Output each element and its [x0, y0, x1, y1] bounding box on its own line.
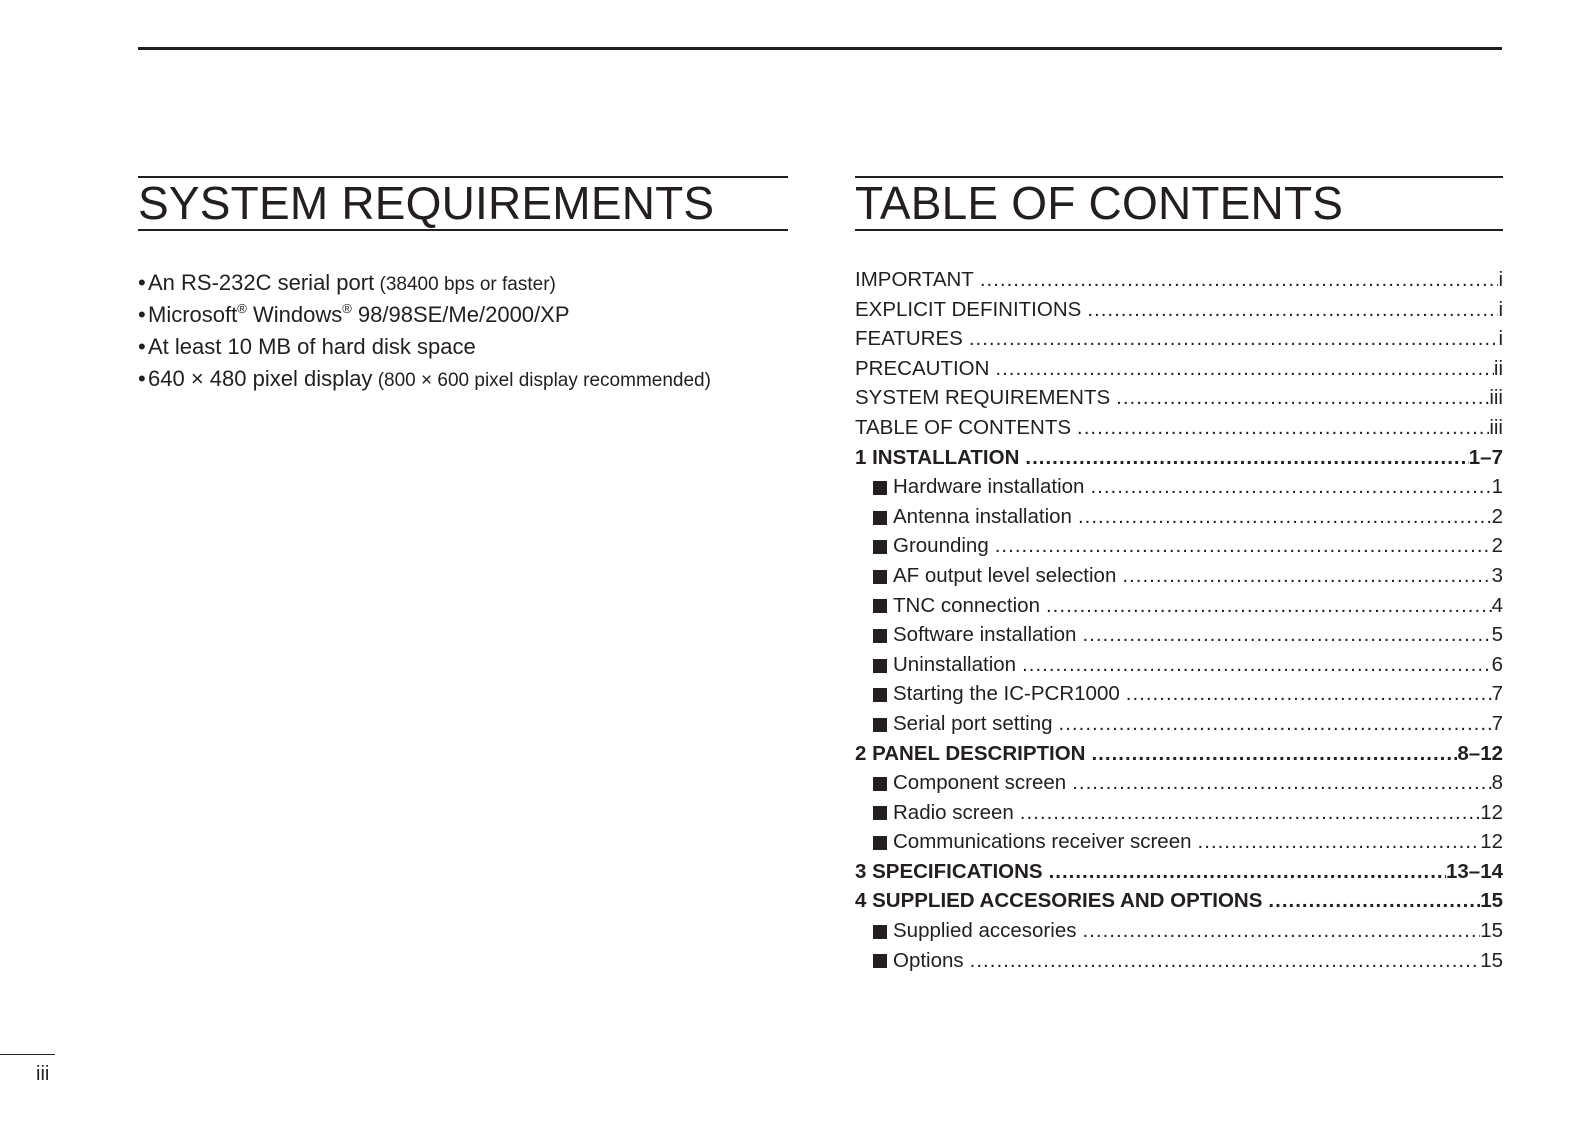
toc-dot-leader — [1025, 443, 1468, 473]
system-requirements-title: SYSTEM REQUIREMENTS — [138, 176, 788, 231]
requirement-text: At least 10 MB of hard disk space — [148, 334, 476, 359]
toc-dot-leader — [1082, 620, 1491, 650]
toc-entry-page: 3 — [1491, 563, 1503, 587]
toc-entry-page: 6 — [1491, 652, 1503, 676]
toc-entry[interactable] — [855, 502, 1503, 532]
toc-entry-label: Radio screen — [893, 800, 1014, 824]
toc-entry-label: FEATURES — [855, 327, 963, 351]
toc-entry-page: 2 — [1491, 504, 1503, 528]
requirement-text: Windows — [246, 302, 343, 327]
square-bullet-icon — [873, 777, 887, 791]
toc-entry-label: Antenna installation — [893, 504, 1072, 528]
toc-entry[interactable] — [855, 383, 1503, 413]
toc-dot-leader — [1116, 383, 1489, 413]
bullet-icon: • — [138, 366, 146, 391]
square-bullet-icon — [873, 540, 887, 554]
toc-dot-leader — [1122, 561, 1491, 591]
toc-entry-label: PRECAUTION — [855, 356, 990, 380]
toc-entry-page: 13–14 — [1445, 859, 1503, 883]
list-item — [138, 331, 788, 363]
toc-entry-page: 15 — [1480, 919, 1503, 943]
toc-dot-leader — [1049, 857, 1446, 887]
toc-entry-page: 15 — [1480, 889, 1503, 913]
toc-entry[interactable] — [855, 946, 1503, 976]
toc-entry-page: 8 — [1491, 771, 1503, 795]
registered-mark: ® — [237, 301, 247, 316]
toc-entry-label: Starting the IC-PCR1000 — [893, 682, 1120, 706]
system-requirements-section — [138, 176, 788, 395]
toc-entry-label: IMPORTANT — [855, 268, 974, 291]
toc-entry-page: 12 — [1480, 830, 1503, 854]
toc-entry[interactable] — [855, 472, 1503, 502]
square-bullet-icon — [873, 688, 887, 702]
toc-dot-leader — [1078, 502, 1492, 532]
toc-entry-label: Supplied accesories — [893, 919, 1077, 943]
footer-rule — [0, 1054, 55, 1055]
toc-dot-leader — [1082, 916, 1480, 946]
toc-entry[interactable] — [855, 413, 1503, 443]
toc-entry-label: 2 PANEL DESCRIPTION — [855, 741, 1086, 765]
toc-dot-leader — [1072, 768, 1491, 798]
square-bullet-icon — [873, 481, 887, 495]
bullet-icon: • — [138, 334, 146, 359]
toc-entry-label: EXPLICIT DEFINITIONS — [855, 297, 1082, 321]
toc-entry-label: 4 SUPPLIED ACCESORIES AND OPTIONS — [855, 889, 1263, 913]
table-of-contents-title: TABLE OF CONTENTS — [855, 176, 1503, 231]
bullet-icon: • — [138, 270, 146, 295]
header-rule — [138, 47, 1502, 50]
toc-dot-leader — [995, 531, 1492, 561]
square-bullet-icon — [873, 718, 887, 732]
toc-dot-leader — [995, 354, 1493, 384]
toc-entry[interactable] — [855, 324, 1503, 354]
requirement-text: 640 × 480 pixel display — [148, 366, 373, 391]
toc-entry[interactable] — [855, 798, 1503, 828]
toc-entry-label: Serial port setting — [893, 711, 1053, 735]
toc-entry-page: 4 — [1491, 593, 1503, 617]
toc-entry[interactable] — [855, 827, 1503, 857]
square-bullet-icon — [873, 925, 887, 939]
toc-entry[interactable] — [855, 886, 1503, 916]
toc-entry[interactable] — [855, 650, 1503, 680]
requirement-text: 98/98SE/Me/2000/XP — [351, 302, 570, 327]
toc-dot-leader — [969, 324, 1499, 354]
toc-entry[interactable] — [855, 768, 1503, 798]
page-number: iii — [36, 1063, 50, 1085]
toc-dot-leader — [1087, 295, 1498, 325]
toc-entry-page: 1 — [1491, 475, 1503, 499]
toc-entry[interactable] — [855, 443, 1503, 473]
toc-entry-page: ii — [1493, 356, 1503, 380]
toc-entry[interactable] — [855, 591, 1503, 621]
toc-entry[interactable] — [855, 679, 1503, 709]
requirement-text: An RS-232C serial port — [148, 270, 375, 295]
toc-entry-page: 15 — [1480, 948, 1503, 972]
registered-mark: ® — [342, 301, 352, 316]
toc-dot-leader — [1090, 472, 1491, 502]
toc-entry-label: Software installation — [893, 623, 1077, 647]
square-bullet-icon — [873, 836, 887, 850]
toc-dot-leader — [1198, 827, 1481, 857]
toc-entry-label: TNC connection — [893, 593, 1040, 617]
toc-dot-leader — [980, 265, 1499, 295]
toc-dot-leader — [1091, 739, 1457, 769]
toc-dot-leader — [1126, 679, 1492, 709]
toc-dot-leader — [1059, 709, 1492, 739]
toc-dot-leader — [1022, 650, 1492, 680]
toc-entry-label: 3 SPECIFICATIONS — [855, 859, 1043, 883]
requirement-text: Microsoft — [148, 302, 238, 327]
toc-entry-page: 12 — [1480, 800, 1503, 824]
toc-entry-label: Component screen — [893, 771, 1067, 795]
toc-entry-page: i — [1498, 327, 1503, 351]
toc-entry[interactable] — [855, 531, 1503, 561]
square-bullet-icon — [873, 511, 887, 525]
toc-entry-page: 2 — [1491, 534, 1503, 558]
toc-entry-label: SYSTEM REQUIREMENTS — [855, 386, 1111, 410]
toc-dot-leader — [1268, 886, 1480, 916]
toc-entry[interactable] — [855, 709, 1503, 739]
toc-entry-page: 7 — [1491, 711, 1503, 735]
toc-entry-label: AF output level selection — [893, 563, 1117, 587]
square-bullet-icon — [873, 806, 887, 820]
toc-entry-page: 1–7 — [1468, 445, 1503, 469]
square-bullet-icon — [873, 659, 887, 673]
requirement-note: (800 × 600 pixel display recommended) — [372, 370, 711, 391]
square-bullet-icon — [873, 954, 887, 968]
toc-entry-page: iii — [1489, 386, 1503, 410]
toc-entry-label: Communications receiver screen — [893, 830, 1192, 854]
square-bullet-icon — [873, 599, 887, 613]
toc-entry-label: Uninstallation — [893, 652, 1017, 676]
toc-dot-leader — [1020, 798, 1480, 828]
toc-entry[interactable] — [855, 354, 1503, 384]
list-item — [138, 299, 788, 331]
toc-entry[interactable] — [855, 620, 1503, 650]
toc-dot-leader — [1077, 413, 1489, 443]
toc-entry[interactable] — [855, 265, 1503, 295]
toc-entry-page: iii — [1489, 415, 1503, 439]
square-bullet-icon — [873, 570, 887, 584]
toc-entry-label: 1 INSTALLATION — [855, 445, 1020, 469]
toc-entry[interactable] — [855, 857, 1503, 887]
toc-entry-page: 8–12 — [1457, 741, 1503, 765]
toc-entry-page: i — [1498, 268, 1503, 291]
toc-entry[interactable] — [855, 739, 1503, 769]
toc-entry-label: Options — [893, 948, 964, 972]
toc-entry[interactable] — [855, 295, 1503, 325]
list-item — [138, 363, 788, 395]
toc-entry[interactable] — [855, 561, 1503, 591]
requirements-list — [138, 267, 788, 395]
toc-list — [855, 265, 1503, 975]
requirement-note: (38400 bps or faster) — [374, 274, 556, 295]
toc-entry-page: i — [1498, 297, 1503, 321]
toc-entry[interactable] — [855, 916, 1503, 946]
toc-entry-page: 7 — [1491, 682, 1503, 706]
toc-dot-leader — [1046, 591, 1492, 621]
table-of-contents-section — [855, 176, 1503, 975]
bullet-icon: • — [138, 302, 146, 327]
list-item — [138, 267, 788, 299]
toc-entry-label: TABLE OF CONTENTS — [855, 415, 1072, 439]
toc-dot-leader — [970, 946, 1481, 976]
toc-entry-label: Hardware installation — [893, 475, 1085, 499]
toc-entry-label: Grounding — [893, 534, 989, 558]
toc-entry-page: 5 — [1491, 623, 1503, 647]
square-bullet-icon — [873, 629, 887, 643]
